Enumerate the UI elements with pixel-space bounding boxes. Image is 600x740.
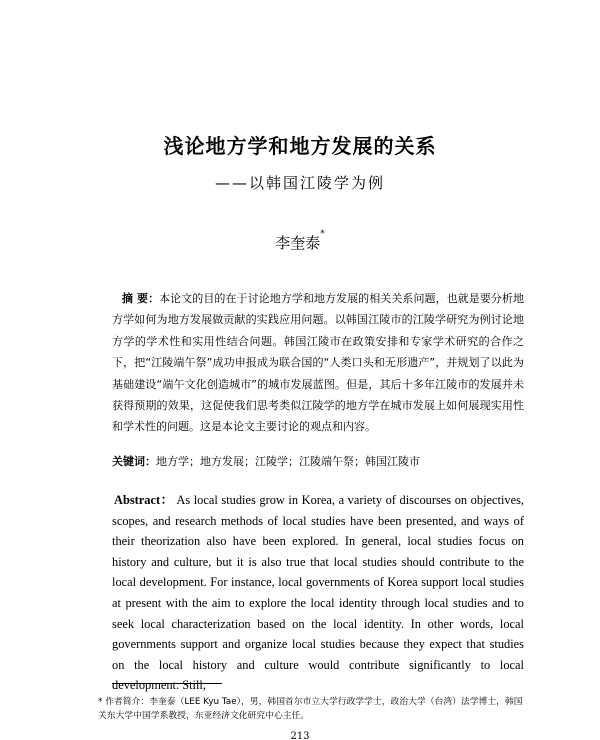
keywords xyxy=(112,453,524,469)
paper-title: 浅论地方学和地方发展的关系 xyxy=(163,134,437,158)
author-line xyxy=(0,229,600,253)
keywords-label: 关键词： xyxy=(112,455,156,468)
english-abstract xyxy=(112,490,524,696)
english-abstract-label: Abstract： xyxy=(114,493,174,507)
footnote-text: 作者简介：李奎泰（LEE Kyu Tae），男，韩国首尔市立大学行政学学士，政治大学（台湾）法学博士，韩国关东大学中国学系教授，东亚经济文化研究中心主任。 xyxy=(98,697,523,721)
footnote-mark: * xyxy=(98,697,103,707)
chinese-abstract xyxy=(112,288,524,438)
keywords-text: 地方学；地方发展；江陵学；江陵端午祭；韩国江陵市 xyxy=(156,455,420,468)
chinese-abstract-text: 本论文的目的在于讨论地方学和地方发展的相关关系问题，也就是要分析地方学如何为地方发展做贡献的实践应用问题。以韩国江陵市的江陵学研究为例讨论地方学的学术性和实用性结合问题。韩国江陵市在政策安排和专家学术研究的合作之下，把“江陵端午祭”成功申报成为联合国的“人类口头和无形遗产”，并规划了以此为基础建设“端午文化创造城市”的城市发展蓝图。但是，其后十多年江陵市的发展并未获得预期的效果，这促使我们思考类似江陵学的地方学在城市发展上如何展现实用性和学术性的问题。这是本论文主要讨论的观点和内容。 xyxy=(112,292,524,434)
chinese-abstract-label: 摘 要： xyxy=(122,292,160,305)
author-name: 李奎泰 xyxy=(275,234,321,252)
author-footnote-mark: * xyxy=(320,229,325,239)
paper-subtitle: ——以韩国江陵学为例 xyxy=(214,174,385,192)
footnote-divider xyxy=(112,683,222,684)
english-abstract-text: As local studies grow in Korea, a variety of discourses on objectives, scopes, and research methods of local studies have been presented, and ways of their theorization also have been explored. In general, local studies focus on history and culture, but it is also true that local studies should contribute to the local development. For instance, local governments of Korea support local studies at present with the aim to explore the local identity through local studies and to seek local characterization based on the local identity. In other words, local governments support and organize local studies because they expect that studies on the local history and culture would contribute significantly to local development. Still, xyxy=(112,493,525,693)
page-number: 213 xyxy=(290,731,310,740)
author-footnote xyxy=(98,695,528,723)
